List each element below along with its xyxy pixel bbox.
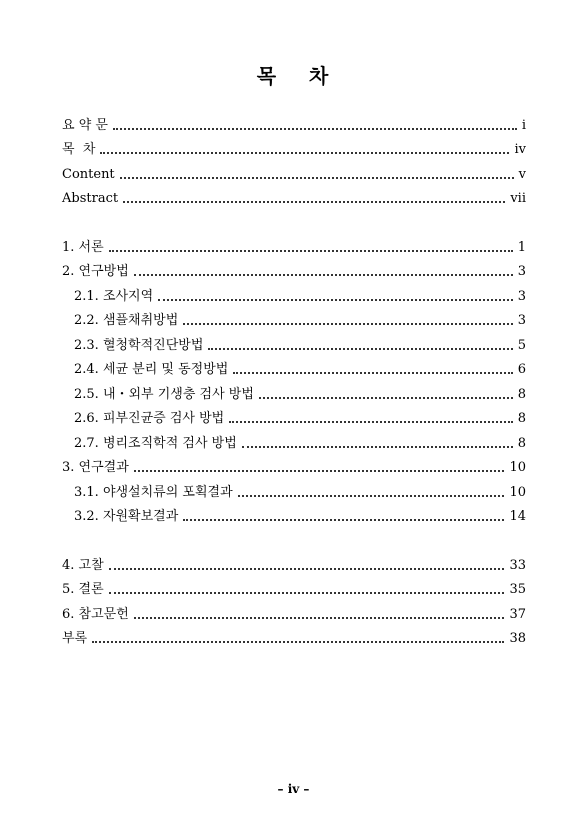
toc-entry-page: 35: [509, 582, 526, 597]
toc-entry-page: 6: [517, 362, 526, 377]
dot-leader: [242, 446, 513, 448]
toc-entry-2-7[interactable]: [62, 435, 526, 453]
toc-entry-2-6[interactable]: [62, 410, 526, 428]
toc-entry-page: iv: [514, 142, 526, 157]
toc-entry-3-2[interactable]: [62, 508, 526, 526]
toc-entry-label: 2.2. 샘플채취방법: [74, 313, 179, 328]
toc-entry-label: 2.4. 세균 분리 및 동정방법: [74, 362, 229, 377]
toc-entry-label: 2.7. 병리조직학적 검사 방법: [74, 436, 237, 451]
page-number: – iv –: [277, 782, 310, 796]
toc-entry-contents[interactable]: [62, 141, 526, 159]
toc-entry-3-1[interactable]: [62, 484, 526, 502]
toc-entry-page: i: [521, 118, 526, 133]
toc-entry-content-en[interactable]: [62, 166, 526, 184]
toc-entry-label: 5. 결론: [62, 582, 104, 597]
dot-leader: [134, 470, 505, 472]
toc-entry-label: Content: [62, 167, 115, 182]
toc-entry-results[interactable]: [62, 459, 526, 477]
toc-entry-page: 1: [517, 240, 526, 255]
toc-entry-page: 3: [517, 313, 526, 328]
toc-entry-label: 3.1. 야생설치류의 포획결과: [74, 485, 233, 500]
toc-entry-page: vii: [510, 191, 526, 206]
toc-entry-page: 10: [509, 485, 526, 500]
dot-leader: [109, 568, 505, 570]
dot-leader: [208, 348, 512, 350]
dot-leader: [134, 617, 505, 619]
toc-entry-conclusion[interactable]: [62, 581, 526, 599]
toc-entry-label: 3. 연구결과: [62, 460, 129, 475]
dot-leader: [109, 592, 505, 594]
toc-entry-label: 4. 고찰: [62, 558, 104, 573]
toc-entry-label: Abstract: [62, 191, 119, 206]
toc-entry-page: 8: [517, 411, 526, 426]
toc-entry-label: 2.1. 조사지역: [74, 289, 154, 304]
toc-entry-label: 6. 참고문헌: [62, 607, 129, 622]
page-title: 목 차: [256, 64, 331, 88]
toc-entry-page: 3: [517, 264, 526, 279]
toc-entry-label: 2.5. 내・외부 기생충 검사 방법: [74, 387, 254, 402]
toc-entry-page: v: [518, 167, 526, 182]
dot-leader: [92, 641, 504, 643]
toc-entry-page: 33: [509, 558, 526, 573]
dot-leader: [109, 250, 513, 252]
dot-leader: [100, 152, 509, 154]
dot-leader: [123, 201, 505, 203]
dot-leader: [183, 519, 504, 521]
toc-entry-label: 부록: [62, 631, 88, 646]
toc-entry-appendix[interactable]: [62, 630, 526, 648]
toc-entry-page: 3: [517, 289, 526, 304]
toc-entry-page: 5: [517, 338, 526, 353]
toc-entry-introduction[interactable]: [62, 239, 526, 257]
toc-entry-label: 요 약 문: [62, 118, 108, 133]
toc-entry-references[interactable]: [62, 606, 526, 624]
toc-entry-summary[interactable]: [62, 117, 526, 135]
toc-entry-label: 1. 서론: [62, 240, 104, 255]
toc-entry-abstract[interactable]: [62, 190, 526, 208]
toc-entry-label: 2.3. 혈청학적진단방법: [74, 338, 204, 353]
toc-entry-2-1[interactable]: [62, 288, 526, 306]
dot-leader: [120, 177, 514, 179]
dot-leader: [233, 372, 512, 374]
dot-leader: [134, 274, 513, 276]
dot-leader: [158, 299, 513, 301]
dot-leader: [238, 495, 505, 497]
toc-entry-page: 8: [517, 387, 526, 402]
toc-entry-label: 2. 연구방법: [62, 264, 129, 279]
toc-entry-label: 목 차: [62, 142, 96, 157]
toc-entry-2-3[interactable]: [62, 337, 526, 355]
dot-leader: [229, 421, 512, 423]
toc-entry-page: 14: [509, 509, 526, 524]
toc-entry-page: 37: [509, 607, 526, 622]
dot-leader: [113, 128, 517, 130]
toc-entry-label: 2.6. 피부진균증 검사 방법: [74, 411, 225, 426]
toc-entry-page: 38: [509, 631, 526, 646]
toc-entry-2-4[interactable]: [62, 361, 526, 379]
dot-leader: [183, 323, 512, 325]
toc-entry-discussion[interactable]: [62, 557, 526, 575]
toc-entry-page: 8: [517, 436, 526, 451]
toc-entry-page: 10: [509, 460, 526, 475]
toc-entry-2-2[interactable]: [62, 312, 526, 330]
dot-leader: [259, 397, 513, 399]
toc-entry-label: 3.2. 자원확보결과: [74, 509, 179, 524]
toc-entry-2-5[interactable]: [62, 386, 526, 404]
toc-entry-methods[interactable]: [62, 263, 526, 281]
